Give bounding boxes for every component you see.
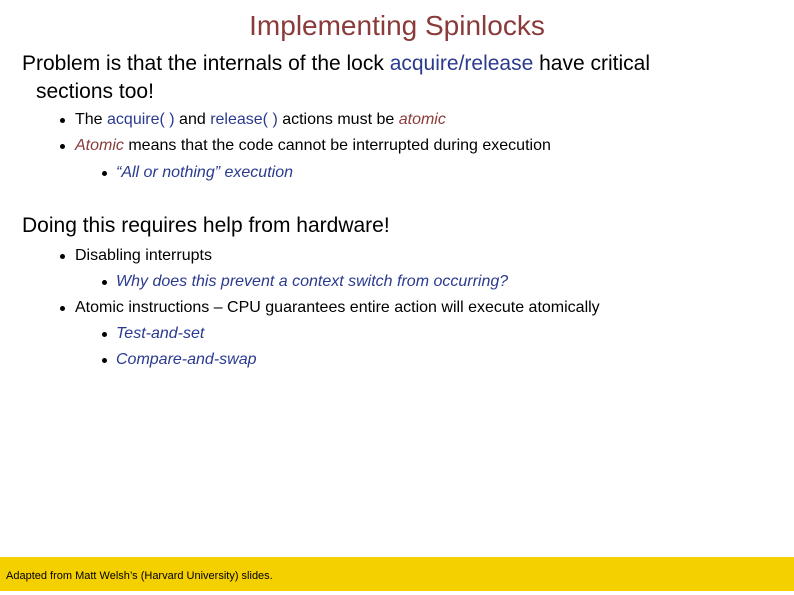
footer-bar (0, 557, 794, 591)
bullet-icon (60, 306, 65, 311)
b1-atomic: atomic (398, 111, 446, 128)
problem-paragraph (22, 51, 650, 76)
problem-prefix: Problem is that the internals of the lock (22, 52, 390, 75)
bullet-icon (102, 332, 107, 337)
bullet-compare-and-swap: Compare-and-swap (116, 351, 257, 368)
bullet-atomic-means (75, 136, 551, 156)
bullet-icon (102, 280, 107, 285)
b1-acquire: acquire( ) (107, 111, 175, 128)
b1-post: actions must be (277, 111, 399, 128)
bullet-icon (60, 254, 65, 259)
bullet-icon (102, 358, 107, 363)
b1-release: release( ) (210, 111, 278, 128)
bullet-icon (102, 171, 107, 176)
bullet-atomic-instructions: Atomic instructions – CPU guarantees entire action will execute atomically (75, 299, 600, 316)
hardware-paragraph: Doing this requires help from hardware! (22, 214, 390, 237)
b1-pre: The (75, 111, 108, 128)
acquire-release-highlight: acquire/release (389, 52, 534, 75)
problem-suffix: have critical (533, 52, 650, 75)
bullet-icon (60, 144, 65, 149)
bullet-acquire-release (75, 110, 446, 130)
footer-credit: Adapted from Matt Welsh’s (Harvard University) slides. (6, 570, 273, 582)
bullet-icon (60, 118, 65, 123)
b1-mid: and (174, 111, 211, 128)
bullet-disabling-interrupts: Disabling interrupts (75, 247, 212, 264)
bullet-why-context-switch: Why does this prevent a context switch from occurring? (116, 273, 509, 290)
bullet-test-and-set: Test-and-set (116, 325, 205, 342)
bullet-all-or-nothing: “All or nothing” execution (116, 164, 293, 181)
slide-title: Implementing Spinlocks (249, 10, 545, 41)
b2-post: means that the code cannot be interrupted during execution (123, 137, 551, 154)
problem-line2: sections too! (36, 80, 154, 103)
b2-atomic: Atomic (75, 137, 124, 154)
